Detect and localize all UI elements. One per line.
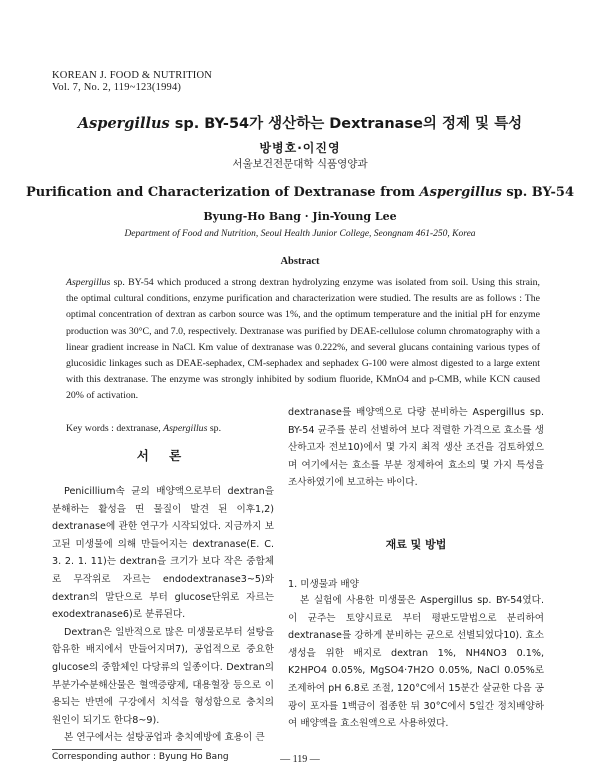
intro-continuation: dextranase를 배양액으로 다량 분비하는 Aspergillus sp. BY-54 균주를 분리 선별하여 보다 적렬한 가격으로 효소를 생산하고자 전보10)에서 몇 가지 최적 생산 조건을 검토하였으며 여기에서는 효소를 부분 정제하여 효소의 몇 가지 특성을 조사하였기에 보고하는 바이다. bbox=[288, 407, 544, 489]
journal-header bbox=[52, 70, 212, 94]
methods-heading: 재료 및 방법 bbox=[385, 538, 447, 551]
intro-paragraph-2: Dextran은 일반적으로 많은 미생물로부터 설탕을 함유한 배지에서 만들어지며7), 공업적으로 중요한 glucose의 중합체인 다당류의 일종이다. Dextran의 부분가수분해산물은 혈액증량제, 대용혈장 등으로 이용되는 반면에 구강에서 치석을 형성함으로 충치의 원인이 되기도 한다8~9). bbox=[52, 626, 274, 726]
english-authors: Byung-Ho Bang · Jin-Young Lee bbox=[203, 210, 397, 223]
keywords-genus: Aspergillus bbox=[163, 423, 208, 434]
journal-name: KOREAN J. FOOD & NUTRITION bbox=[52, 70, 213, 81]
page-number: — 119 — bbox=[280, 754, 320, 765]
right-column-top bbox=[288, 404, 544, 492]
english-title-before: Purification and Characterization of Dextranase from bbox=[25, 185, 420, 200]
footnote-rule bbox=[52, 749, 202, 750]
keywords-label: Key words : dextranase, bbox=[66, 423, 164, 434]
abstract-text: sp. BY-54 which produced a strong dextran hydrolyzing enzyme was isolated from soil. Using this strain, the optimal cultural conditions, enzyme purification and characterization were studied. The results are as follows : The optimal concentration of dextran as carbon source was 1%, and the optimum temperature and the initial pH for enzyme production was 30°C, and 7.0, respectively. Dextranase was purified by DEAE-cellulose column chromatography with a linear gradient increase in NaCl. Km value of dextranase was 0.222%, and several glucans containing various types of glucosidic linkages such as DEAE-sephadex, CM-sephadex and sephadex G-100 were almost digested to a large extent with this dextranase. The enzyme was strongly inhibited by sodium fluoride, KMnO4 and p-CMB, while KCN caused 20% of activation. bbox=[66, 277, 540, 402]
abstract-genus: Aspergillus bbox=[66, 277, 111, 288]
korean-title-genus: Aspergillus bbox=[77, 115, 170, 132]
korean-title bbox=[0, 112, 600, 133]
journal-volume: Vol. 7, No. 2, 119~123(1994) bbox=[52, 82, 182, 93]
korean-affiliation: 서울보건전문대학 식품영양과 bbox=[232, 158, 368, 170]
intro-heading: 서 론 bbox=[136, 448, 190, 463]
intro-paragraph-1: Penicillium속 균의 배양액으로부터 dextran을 분해하는 활성을 띤 물질이 발견 된 이후1,2) dextranase에 관한 연구가 시작되었다. 지금까지 보고된 미생물에 의해 만들어지는 dextranase(E. C. 3. 2. 1. 11)는 dextran을 크기가 보다 작은 중합체로 무작위로 자르는 endodextranase3~5)와 dextran의 말단으로 부터 glucose단위로 자르는 exodextranase6)로 분류된다. bbox=[52, 486, 274, 621]
english-title bbox=[0, 185, 600, 200]
keywords-tail: sp. bbox=[207, 423, 222, 434]
english-affiliation: Department of Food and Nutrition, Seoul Health Junior College, Seongnam 461-250, Korea bbox=[124, 229, 476, 239]
korean-title-rest: sp. BY-54가 생산하는 Dextranase의 정제 및 특성 bbox=[169, 116, 523, 132]
abstract-body bbox=[66, 275, 540, 405]
intro-paragraph-3: 본 연구에서는 설탕공업과 충치예방에 효용이 큰 bbox=[64, 732, 265, 744]
methods-subsection-title: 1. 미생물과 배양 bbox=[288, 579, 359, 590]
korean-authors: 방병호·이진영 bbox=[259, 141, 341, 155]
methods-column bbox=[288, 592, 544, 733]
intro-column bbox=[52, 483, 274, 747]
methods-paragraph: 본 실험에 사용한 미생물은 Aspergillus sp. BY-54였다. 이 균주는 토양시료로 부터 평판도말법으로 분리하여 dextranase를 강하게 분비하는 균으로 선별되었다10). 효소생성을 위한 배지로 dextran 1%, NH4NO3 0.1%, K2HPO4 0.05%, MgSO4·7H2O 0.05%, NaCl 0.05%로 조제하여 pH 6.8로 조절, 120°C에서 15분간 살균한 다음 공광이 포자를 1백금이 접종한 뒤 30°C에서 5일간 정치배양하여 배양액을 효소원액으로 사용하였다. bbox=[288, 595, 544, 730]
english-title-genus: Aspergillus bbox=[419, 185, 502, 200]
corresponding-author: Corresponding author : Byung Ho Bang bbox=[52, 752, 229, 762]
keywords bbox=[66, 423, 221, 434]
english-title-after: sp. BY-54 bbox=[501, 185, 575, 200]
abstract-heading: Abstract bbox=[280, 256, 320, 267]
